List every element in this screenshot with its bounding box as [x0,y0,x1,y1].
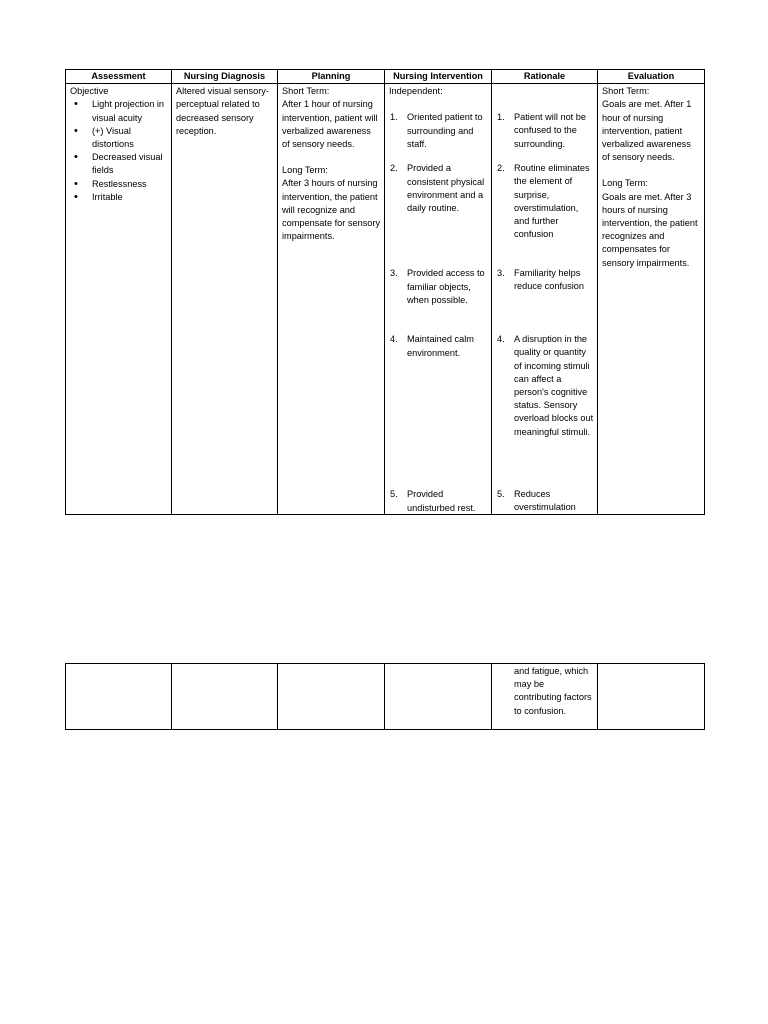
list-item [390,267,488,333]
item-text: Reduces overstimulation [514,489,576,513]
list-item [497,267,594,333]
rationale-list [496,111,594,514]
table-row [66,664,705,730]
intervention-list [389,111,488,514]
item-number: 2. [497,163,505,174]
assessment-label: Objective [70,86,109,97]
diagnosis-cell [172,84,278,515]
planning-long-label: Long Term: [282,165,328,176]
item-number: 3. [497,268,505,279]
care-plan-table [65,69,705,515]
planning-cell [278,664,385,730]
assessment-cell [66,84,172,515]
rationale-cell [492,664,598,730]
item-number: 3. [390,268,398,279]
header-evaluation: Evaluation [598,70,705,84]
item-number: 2. [390,163,398,174]
assessment-cell [66,664,172,730]
header-row [66,70,705,84]
evaluation-long-label: Long Term: [602,178,648,189]
table-row [66,84,705,515]
item-text: Provided undisturbed rest. [407,489,476,513]
list-item: • (+) Visual distortions [92,125,168,151]
header-nursing-diagnosis: Nursing Diagnosis [172,70,278,84]
item-text: Maintained calm environment. [407,334,474,358]
diagnosis-text: Altered visual sensory-perceptual related to decreased sensory reception. [176,86,269,136]
header-assessment: Assessment [66,70,172,84]
item-text: Routine eliminates the element of surprise, overstimulation, and further confusion [514,163,590,240]
item-text: Provided a consistent physical environment and a daily routine. [407,163,485,214]
evaluation-short-text: Goals are met. After 1 hour of nursing intervention, patient verbalized awareness of sensory needs. [602,99,692,163]
assessment-list [70,98,168,204]
diagnosis-cell [172,664,278,730]
intervention-cell [385,664,492,730]
list-item [390,488,488,514]
item-number: 1. [390,112,398,123]
evaluation-cell [598,84,705,515]
header-nursing-intervention: Nursing Intervention [385,70,492,84]
item-number: 4. [497,334,505,345]
item-number: 5. [390,489,398,500]
intervention-label: Independent: [389,86,443,97]
header-planning: Planning [278,70,385,84]
list-item [497,111,594,162]
planning-short-label: Short Term: [282,86,330,97]
item-number: 4. [390,334,398,345]
evaluation-short-label: Short Term: [602,86,650,97]
intervention-cell [385,84,492,515]
list-item: • Decreased visual fields [92,151,168,177]
list-item [497,488,594,514]
rationale-cell [492,84,598,515]
item-text: Oriented patient to surrounding and staff. [407,112,483,149]
list-item [390,333,488,488]
list-item [497,333,594,488]
evaluation-long-text: Goals are met. After 3 hours of nursing intervention, the patient recognizes and compensates for sensory impairments. [602,191,698,268]
item-number: 1. [497,112,505,123]
item-text: Provided access to familiar objects, when possible. [407,268,485,305]
planning-long-text: After 3 hours of nursing intervention, the patient will recognize and compensate for sensory impairments. [282,178,381,242]
item-text: Familiarity helps reduce confusion [514,268,584,292]
list-item [497,162,594,267]
item-text: Patient will not be confused to the surrounding. [514,112,587,149]
planning-short-text: After 1 hour of nursing intervention, patient will verbalized awareness of sensory needs. [282,99,378,150]
planning-cell [278,84,385,515]
item-text: A disruption in the quality or quantity of incoming stimuli can affect a person's cognitive status. Sensory overload blocks out meaningful stimuli. [514,334,594,437]
rationale-continuation-text: and fatigue, which may be contributing factors to confusion. [514,666,592,716]
list-item: • Light projection in visual acuity [92,98,168,124]
item-number: 5. [497,489,505,500]
header-rationale: Rationale [492,70,598,84]
list-item: • Irritable [92,191,168,204]
evaluation-cell [598,664,705,730]
list-item: • Restlessness [92,178,168,191]
care-plan-continuation-table [65,663,705,730]
list-item [390,111,488,162]
list-item [390,162,488,267]
